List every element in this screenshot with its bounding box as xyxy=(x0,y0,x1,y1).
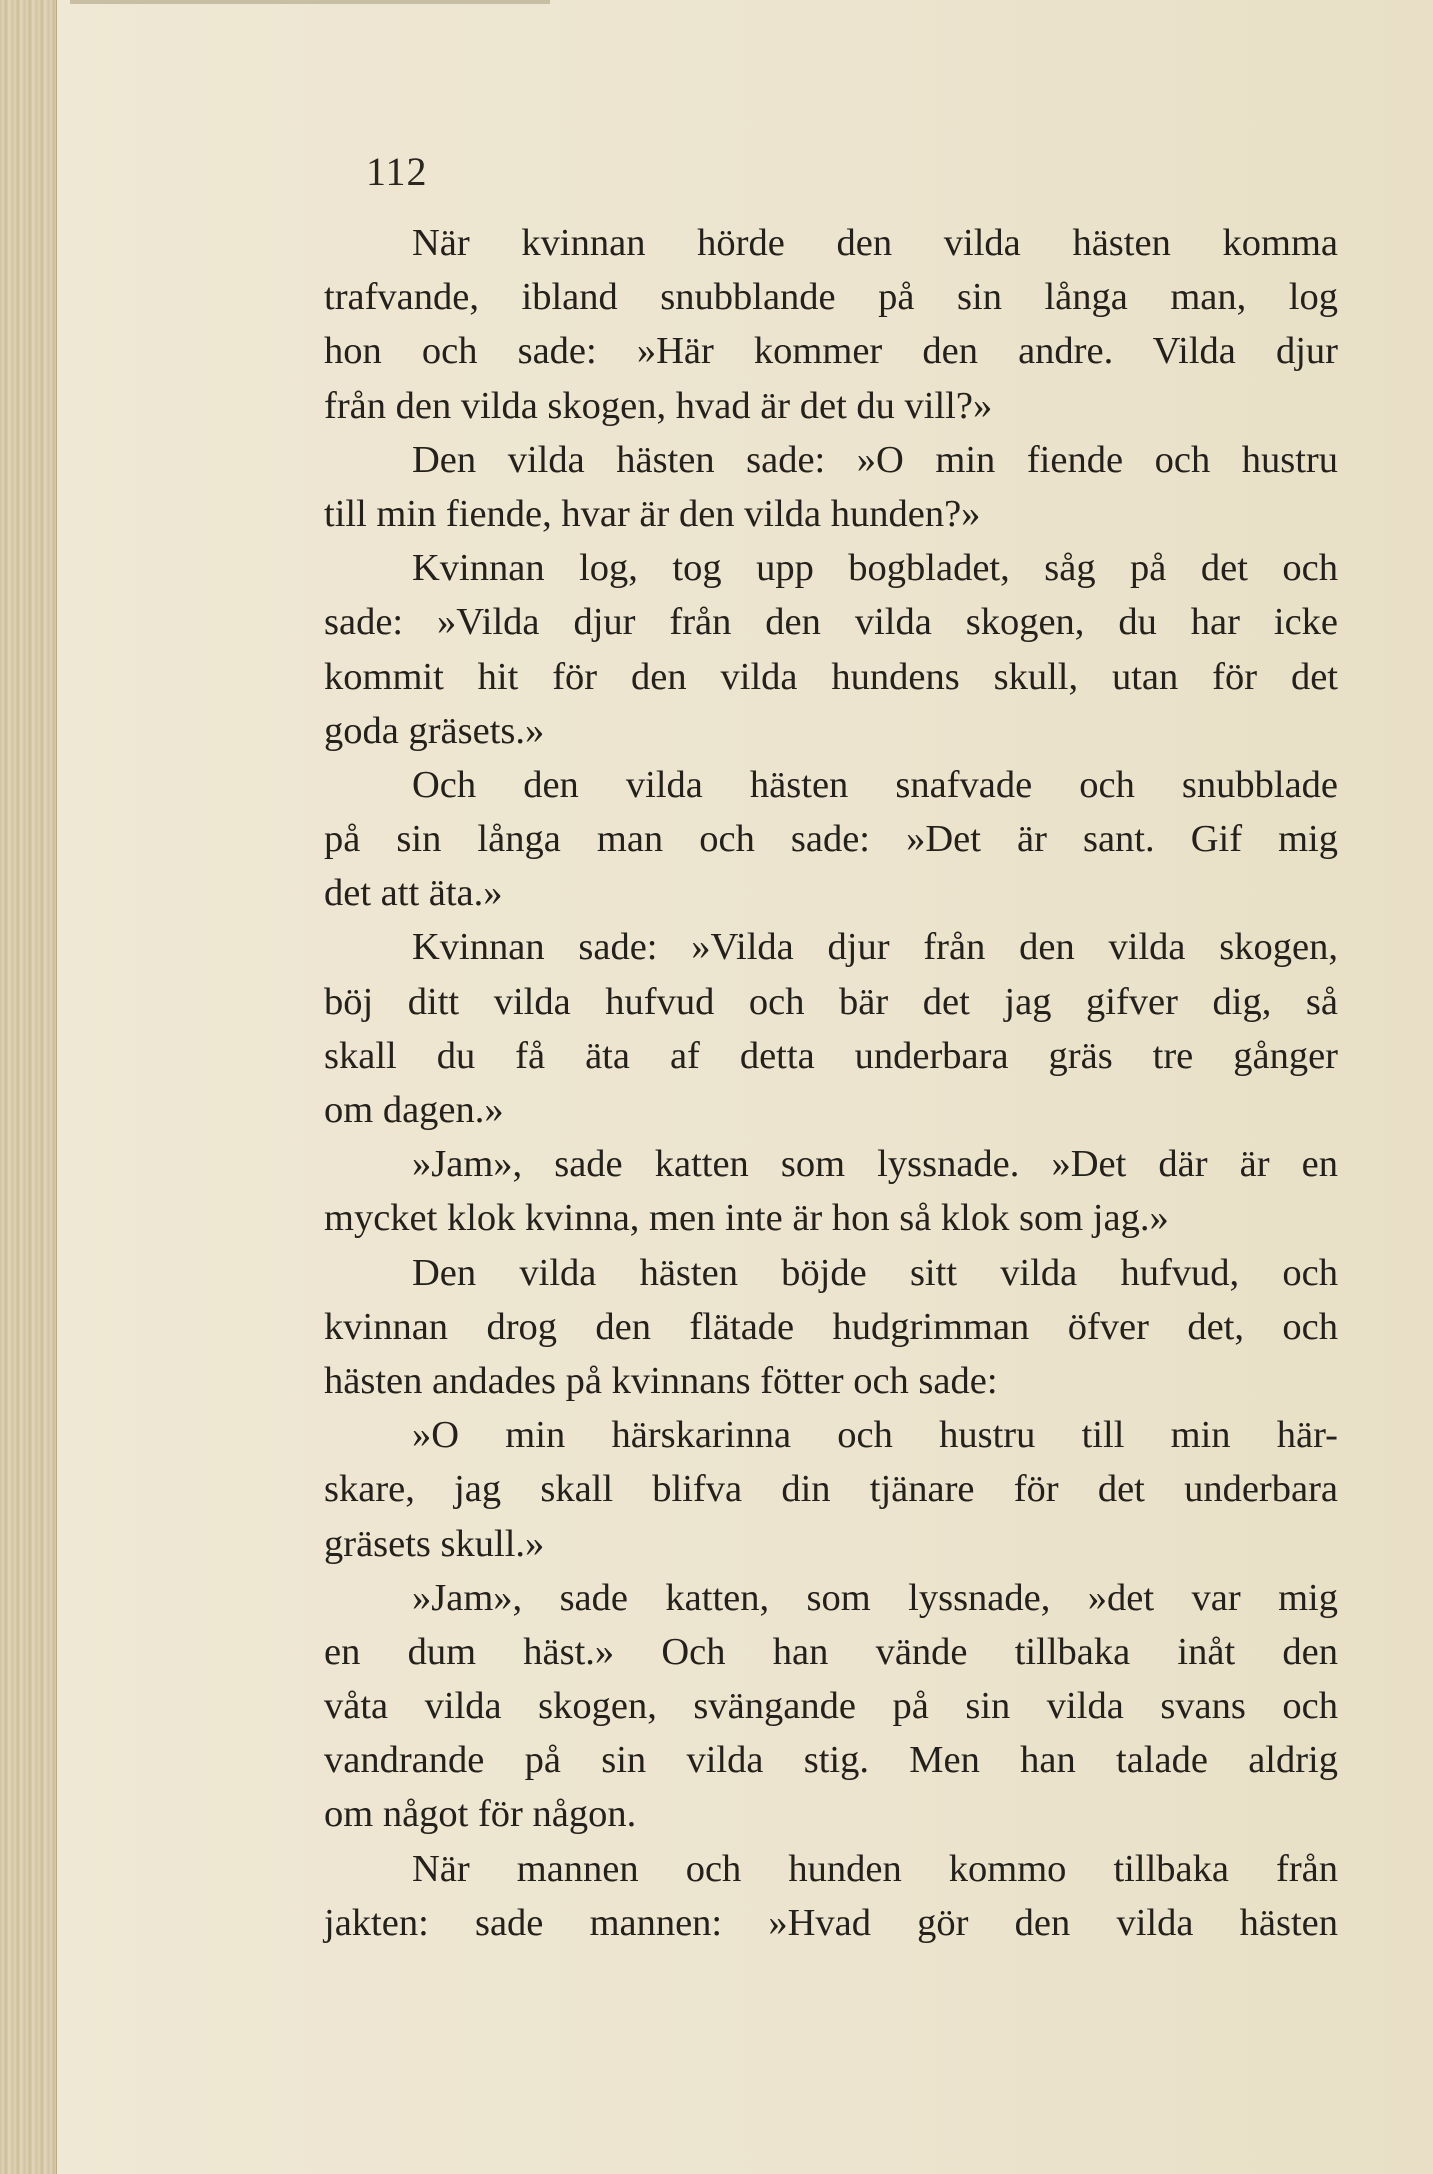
text-line: om dagen.» xyxy=(324,1089,504,1131)
page-number: 112 xyxy=(366,149,428,194)
text-line: om något för någon. xyxy=(324,1793,637,1836)
text-line: hon och sade: »Här kommer den andre. Vilda djur xyxy=(324,330,1338,373)
text-line: Den vilda hästen sade: »O min fiende och hustru xyxy=(412,438,1338,481)
text-line: kvinnan drog den flätade hudgrimman öfver det, och xyxy=(324,1305,1338,1348)
text-line: skare, jag skall blifva din tjänare för det underbara xyxy=(324,1468,1338,1511)
text-line: goda gräsets.» xyxy=(324,709,545,752)
top-edge-shadow xyxy=(70,0,550,4)
text-line: våta vilda skogen, svängande på sin vilda svans och xyxy=(324,1685,1338,1728)
text-line: »Jam», sade katten, som lyssnade, »det var mig xyxy=(412,1576,1338,1619)
text-line: mycket klok kvinna, men inte är hon så klok som jag.» xyxy=(324,1197,1169,1240)
text-line: från den vilda skogen, hvad är det du vill?» xyxy=(324,384,993,427)
text-line: sade: »Vilda djur från den vilda skogen, du har icke xyxy=(324,601,1338,644)
text-line: det att äta.» xyxy=(324,872,503,915)
text-line: När mannen och hunden kommo tillbaka från xyxy=(412,1847,1338,1890)
text-line: skall du få äta af detta underbara gräs tre gånger xyxy=(324,1034,1338,1077)
text-line: hästen andades på kvinnans fötter och sade: xyxy=(324,1359,998,1402)
text-line: »Jam», sade katten som lyssnade. »Det där är en xyxy=(412,1143,1338,1186)
text-line: vandrande på sin vilda stig. Men han talade aldrig xyxy=(324,1739,1338,1782)
text-line: till min fiende, hvar är den vilda hunden?» xyxy=(324,492,981,535)
binding-edge xyxy=(0,0,57,2174)
text-line: När kvinnan hörde den vilda hästen komma xyxy=(412,222,1338,264)
text-line: Kvinnan log, tog upp bogbladet, såg på det och xyxy=(412,547,1338,590)
text-line: böj ditt vilda hufvud och bär det jag gifver dig, så xyxy=(324,980,1338,1023)
text-line: jakten: sade mannen: »Hvad gör den vilda hästen xyxy=(324,1901,1338,1944)
text-line: Och den vilda hästen snafvade och snubblade xyxy=(412,763,1338,806)
body-text xyxy=(324,216,1338,1950)
text-line: »O min härskarinna och hustru till min här- xyxy=(412,1414,1338,1457)
text-line: Kvinnan sade: »Vilda djur från den vilda skogen, xyxy=(412,926,1338,969)
text-line: en dum häst.» Och han vände tillbaka inåt den xyxy=(324,1630,1338,1673)
text-line: Den vilda hästen böjde sitt vilda hufvud, och xyxy=(412,1251,1338,1294)
text-line: kommit hit för den vilda hundens skull, utan för det xyxy=(324,655,1338,698)
text-line: trafvande, ibland snubblande på sin långa man, log xyxy=(324,276,1338,319)
text-line: på sin långa man och sade: »Det är sant. Gif mig xyxy=(324,818,1338,861)
text-line: gräsets skull.» xyxy=(324,1522,545,1565)
